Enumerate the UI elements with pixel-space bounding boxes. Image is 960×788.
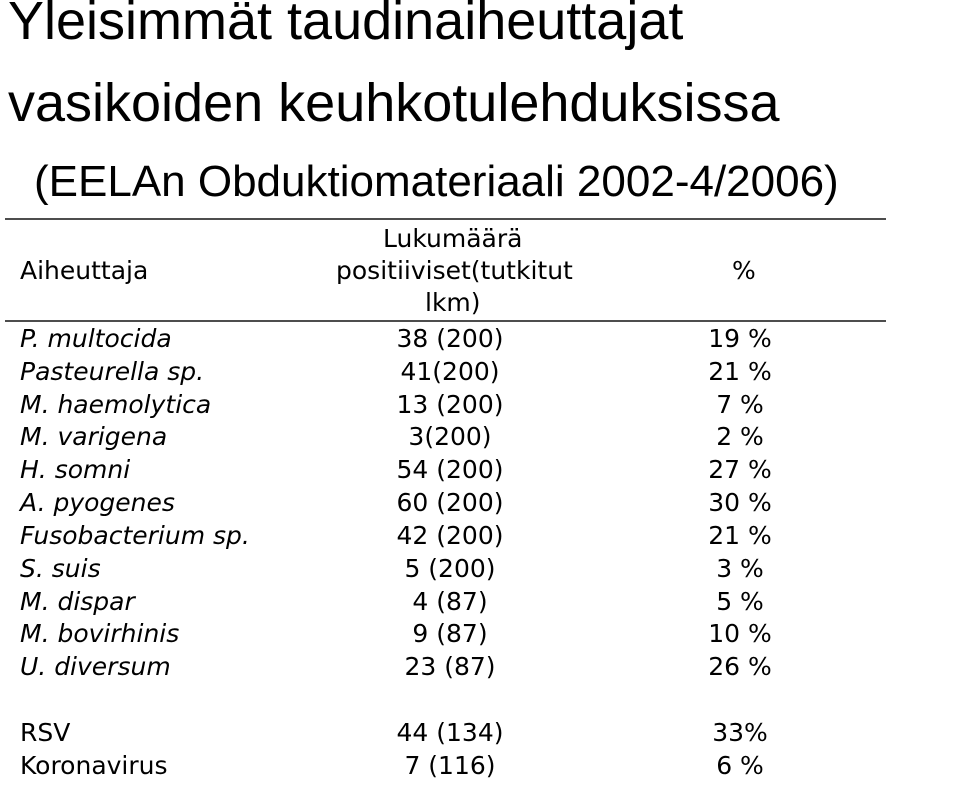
table-row [0,650,960,683]
row-count: 5 (200) [404,554,496,583]
row-percent: 2 % [716,422,764,451]
slide-title-line-1: Yleisimmät taudinaiheuttajat [8,0,684,51]
row-count: 41(200) [400,357,500,386]
table-row [0,355,960,388]
header-count-line-2: positiiviset(tutkitut [336,256,573,285]
row-percent: 26 % [708,652,772,681]
row-pathogen: M. varigena [20,422,168,451]
table-row [0,552,960,585]
header-pathogen: Aiheuttaja [20,256,149,285]
table-row-virus [0,749,960,782]
table-row-virus [0,716,960,749]
row-pathogen: M. haemolytica [20,390,212,419]
row-pathogen: Pasteurella sp. [20,357,205,386]
row-pathogen: M. dispar [20,587,135,616]
slide-subtitle: (EELAn Obduktiomateriaali 2002-4/2006) [34,157,839,206]
row-count: 13 (200) [396,390,504,419]
row-percent: 30 % [708,488,772,517]
row-pathogen: M. bovirhinis [20,619,180,648]
row-pathogen: Fusobacterium sp. [20,521,250,550]
row-percent: 3 % [716,554,764,583]
row-count: 60 (200) [396,488,504,517]
row-percent: 27 % [708,455,772,484]
row-pathogen: H. somni [20,455,131,484]
row-percent: 19 % [708,324,772,353]
row-percent: 33% [712,718,768,747]
table-row [0,453,960,486]
table-row [0,519,960,552]
header-count-line-1: Lukumäärä [383,224,523,253]
row-pathogen: P. multocida [20,324,172,353]
row-count: 9 (87) [412,619,488,648]
row-pathogen: A. pyogenes [20,488,175,517]
table-row [0,322,960,355]
row-pathogen: RSV [20,718,71,747]
row-count: 54 (200) [396,455,504,484]
row-count: 7 (116) [404,751,496,780]
row-count: 42 (200) [396,521,504,550]
row-percent: 5 % [716,587,764,616]
row-pathogen: Koronavirus [20,751,168,780]
table-row [0,486,960,519]
row-pathogen: S. suis [20,554,101,583]
row-count: 3(200) [408,422,492,451]
row-percent: 6 % [716,751,764,780]
row-count: 23 (87) [404,652,496,681]
row-percent: 10 % [708,619,772,648]
header-count-line-3: lkm) [425,288,481,317]
row-percent: 21 % [708,521,772,550]
row-count: 44 (134) [396,718,504,747]
row-percent: 21 % [708,357,772,386]
row-count: 38 (200) [396,324,504,353]
row-count: 4 (87) [412,587,488,616]
slide-title-line-2: vasikoiden keuhkotulehduksissa [8,73,780,133]
table-row [0,585,960,618]
row-percent: 7 % [716,390,764,419]
row-pathogen: U. diversum [20,652,171,681]
table-row [0,617,960,650]
table-row [0,420,960,453]
table-row [0,388,960,421]
header-percent: % [732,256,756,285]
table-top-divider [5,218,886,220]
